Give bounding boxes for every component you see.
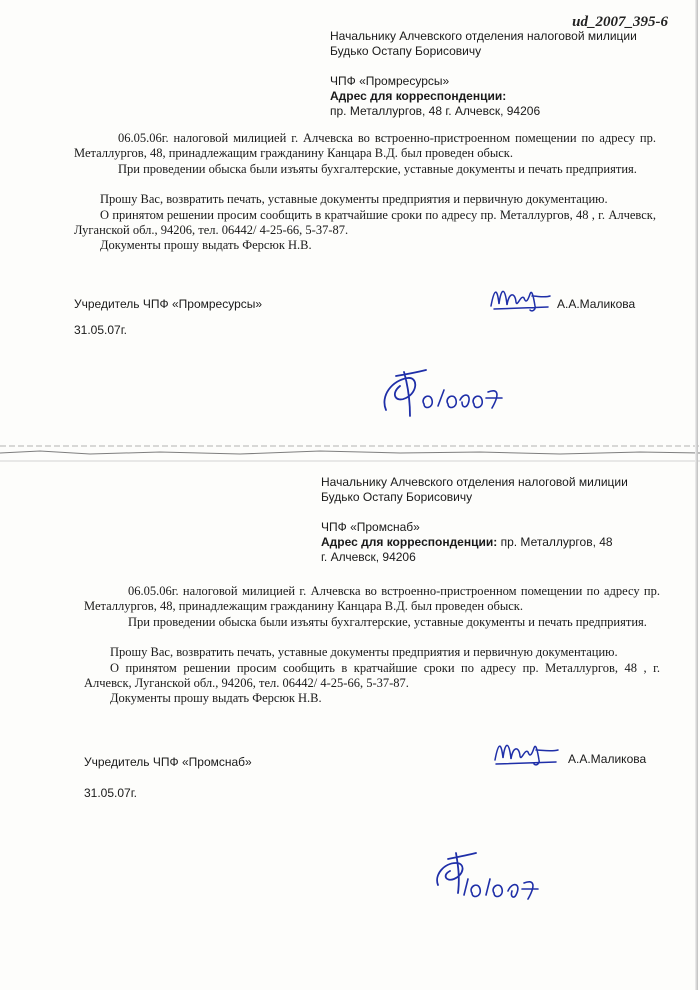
addressee-block: Начальнику Алчевского отделения налоговой милиции Будько Остапу Борисовичу ЧПФ «Промресурсы» Адрес для корреспонденции: пр. Металлургов, 48 г. Алчевск, 94206 bbox=[330, 29, 670, 119]
founder-title: Учредитель ЧПФ «Промснаб» bbox=[84, 755, 252, 769]
paragraph-search: 06.05.06г. налоговой милицией г. Алчевска во встроенно-пристроенном помещении по адресу пр. Металлургов, 48, принадлежащим гражданину Канцара В.Д. был проведен обыск. bbox=[74, 131, 656, 161]
signature-icon bbox=[488, 280, 554, 314]
founder-title: Учредитель ЧПФ «Промресурсы» bbox=[74, 297, 263, 311]
paragraph-issue: Документы прошу выдать Ферсюк Н.В. bbox=[100, 238, 312, 253]
company-name: ЧПФ «Промснаб» bbox=[321, 520, 420, 534]
letter-date: 31.05.07г. bbox=[74, 323, 127, 337]
signer-name: А.А.Маликова bbox=[557, 297, 636, 311]
letter-body bbox=[84, 584, 660, 707]
addressee-name: Будько Остапу Борисовичу bbox=[321, 490, 473, 504]
addressee-line: Начальнику Алчевского отделения налоговой милиции bbox=[321, 475, 628, 489]
paragraph-request: Прошу Вас, возвратить печать, уставные документы предприятия и первичную документацию. bbox=[110, 645, 618, 660]
handwritten-mark-icon bbox=[374, 358, 524, 428]
paragraph-search: 06.05.06г. налоговой милицией г. Алчевска во встроенно-пристроенном помещении по адресу пр. Металлургов, 48, принадлежащим гражданину Канцара В.Д. был проведен обыск. bbox=[84, 584, 660, 614]
handwritten-mark-icon bbox=[428, 845, 558, 913]
letter-body bbox=[74, 131, 656, 254]
scan-edge bbox=[695, 0, 698, 990]
signer-name: А.А.Маликова bbox=[568, 752, 647, 766]
paragraph-seizure: При проведении обыска были изъяты бухгалтерские, уставные документы и печать предприятия. bbox=[118, 161, 637, 176]
letter-promsnab bbox=[0, 462, 700, 990]
paragraph-seizure: При проведении обыска были изъяты бухгалтерские, уставные документы и печать предприятия. bbox=[128, 614, 647, 629]
reference-id: ud_2007_395-6 bbox=[572, 14, 668, 30]
address-line: пр. Металлургов, 48 г. Алчевск, 94206 bbox=[330, 104, 541, 118]
address-city: г. Алчевск, 94206 bbox=[321, 550, 416, 564]
address-label: Адрес для корреспонденции bbox=[330, 89, 503, 103]
signature-icon bbox=[492, 734, 562, 768]
address-label: Адрес для корреспонденции bbox=[321, 535, 494, 549]
letter-promresursy bbox=[0, 0, 700, 452]
addressee-name: Будько Остапу Борисовичу bbox=[330, 44, 482, 58]
paragraph-issue: Документы прошу выдать Ферсюк Н.В. bbox=[110, 691, 322, 706]
company-name: ЧПФ «Промресурсы» bbox=[330, 74, 450, 88]
paragraph-notify: О принятом решении просим сообщить в кратчайшие сроки по адресу пр. Металлургов, 48 , г. Алчевск, Луганской обл., 94206, тел. 06442/ 4-25-66, 5-37-87. bbox=[74, 207, 656, 238]
letter-date: 31.05.07г. bbox=[84, 786, 137, 800]
paragraph-notify: О принятом решении просим сообщить в кратчайшие сроки по адресу пр. Металлургов, 48 , г. Алчевск, Луганской обл., 94206, тел. 06442/ 4-25-66, 5-37-87. bbox=[84, 660, 660, 691]
paragraph-request: Прошу Вас, возвратить печать, уставные документы предприятия и первичную документацию. bbox=[100, 192, 608, 207]
addressee-line: Начальнику Алчевского отделения налоговой милиции bbox=[330, 29, 637, 43]
address-line: пр. Металлургов, 48 bbox=[500, 535, 613, 549]
addressee-block: Начальнику Алчевского отделения налоговой милиции Будько Остапу Борисовичу ЧПФ «Промснаб» Адрес для корреспонденции: пр. Металлургов, 48 г. Алчевск, 94206 bbox=[321, 475, 661, 565]
